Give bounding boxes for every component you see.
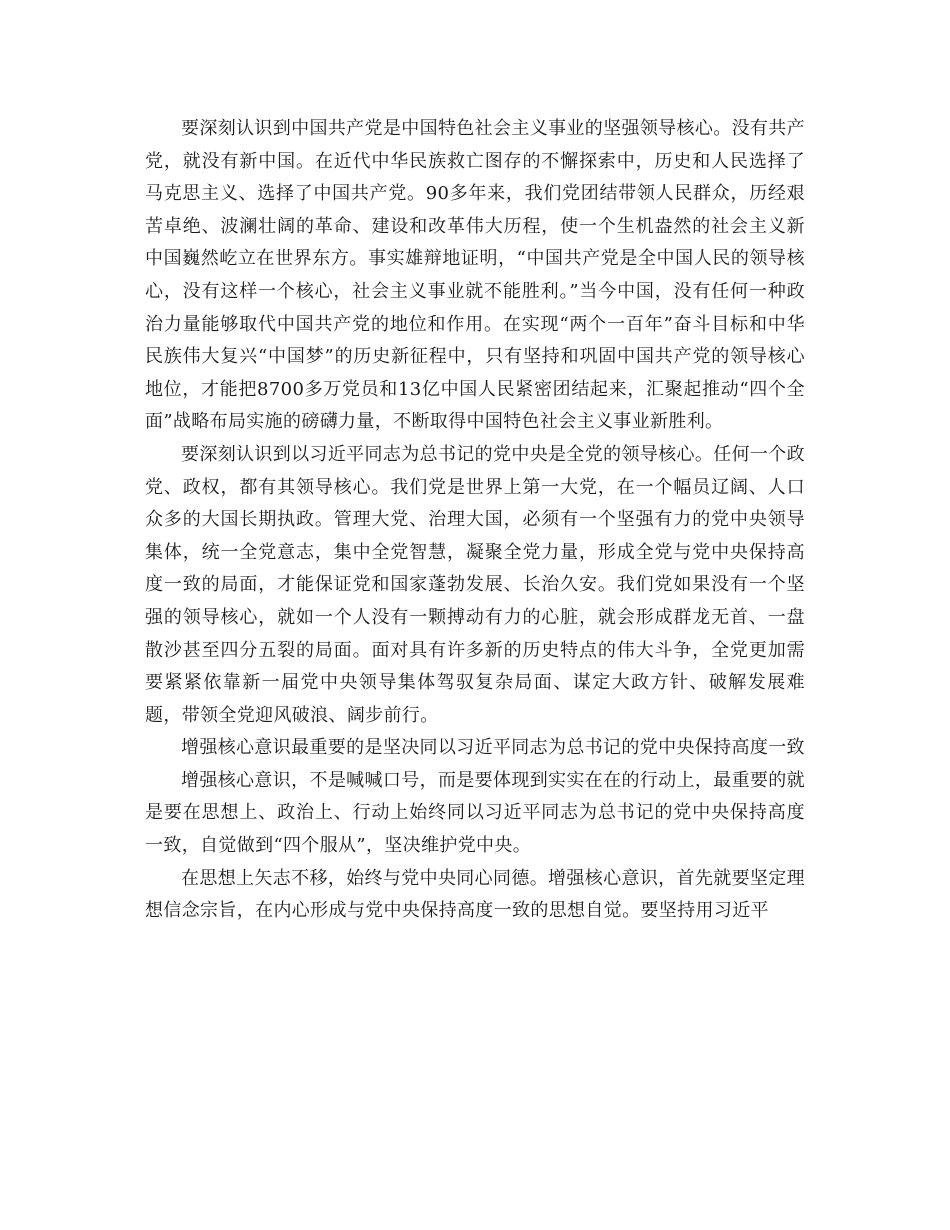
paragraph-3: 增强核心意识，不是喊喊口号，而是要体现到实实在在的行动上，最重要的就是要在思想上、政治上、行动上始终同以习近平同志为总书记的党中央保持高度一致，自觉做到“四个服从”，坚决维护党中央。 [145, 769, 805, 857]
paragraph-2: 要深刻认识到以习近平同志为总书记的党中央是全党的领导核心。任何一个政党、政权，都有其领导核心。我们党是世界上第一大党，在一个幅员辽阔、人口众多的大国长期执政。管理大党、治理大国，必须有一个坚强有力的党中央领导集体，统一全党意志，集中全党智慧，凝聚全党力量，形成全党与党中央保持高度一致的局面，才能保证党和国家蓬勃发展、长治久安。我们党如果没有一个坚强的领导核心，就如一个人没有一颗搏动有力的心脏，就会形成群龙无首、一盘散沙甚至四分五裂的局面。面对具有许多新的历史特点的伟大斗争，全党更加需要紧紧依靠新一届党中央领导集体驾驭复杂局面、谋定大政方针、破解发展难题，带领全党迎风破浪、阔步前行。 [145, 443, 805, 726]
document-body [145, 113, 805, 928]
paragraph-1: 要深刻认识到中国共产党是中国特色社会主义事业的坚强领导核心。没有共产党，就没有新中国。在近代中华民族救亡图存的不懈探索中，历史和人民选择了马克思主义、选择了中国共产党。90多年来，我们党团结带领人民群众，历经艰苦卓绝、波澜壮阔的革命、建设和改革伟大历程，使一个生机盎然的社会主义新中国巍然屹立在世界东方。事实雄辩地证明，“中国共产党是全中国人民的领导核心，没有这样一个核心，社会主义事业就不能胜利。”当今中国，没有任何一种政治力量能够取代中国共产党的地位和作用。在实现“两个一百年”奋斗目标和中华民族伟大复兴“中国梦”的历史新征程中，只有坚持和巩固中国共产党的领导核心地位，才能把8700多万党员和13亿中国人民紧密团结起来，汇聚起推动“四个全面”战略布局实施的磅礴力量，不断取得中国特色社会主义事业新胜利。 [145, 118, 805, 433]
section-heading: 增强核心意识最重要的是坚决同以习近平同志为总书记的党中央保持高度一致 [181, 737, 805, 759]
paragraph-4: 在思想上矢志不移，始终与党中央同心同德。增强核心意识，首先就要坚定理想信念宗旨，在内心形成与党中央保持高度一致的思想自觉。要坚持用习近平 [145, 867, 805, 922]
